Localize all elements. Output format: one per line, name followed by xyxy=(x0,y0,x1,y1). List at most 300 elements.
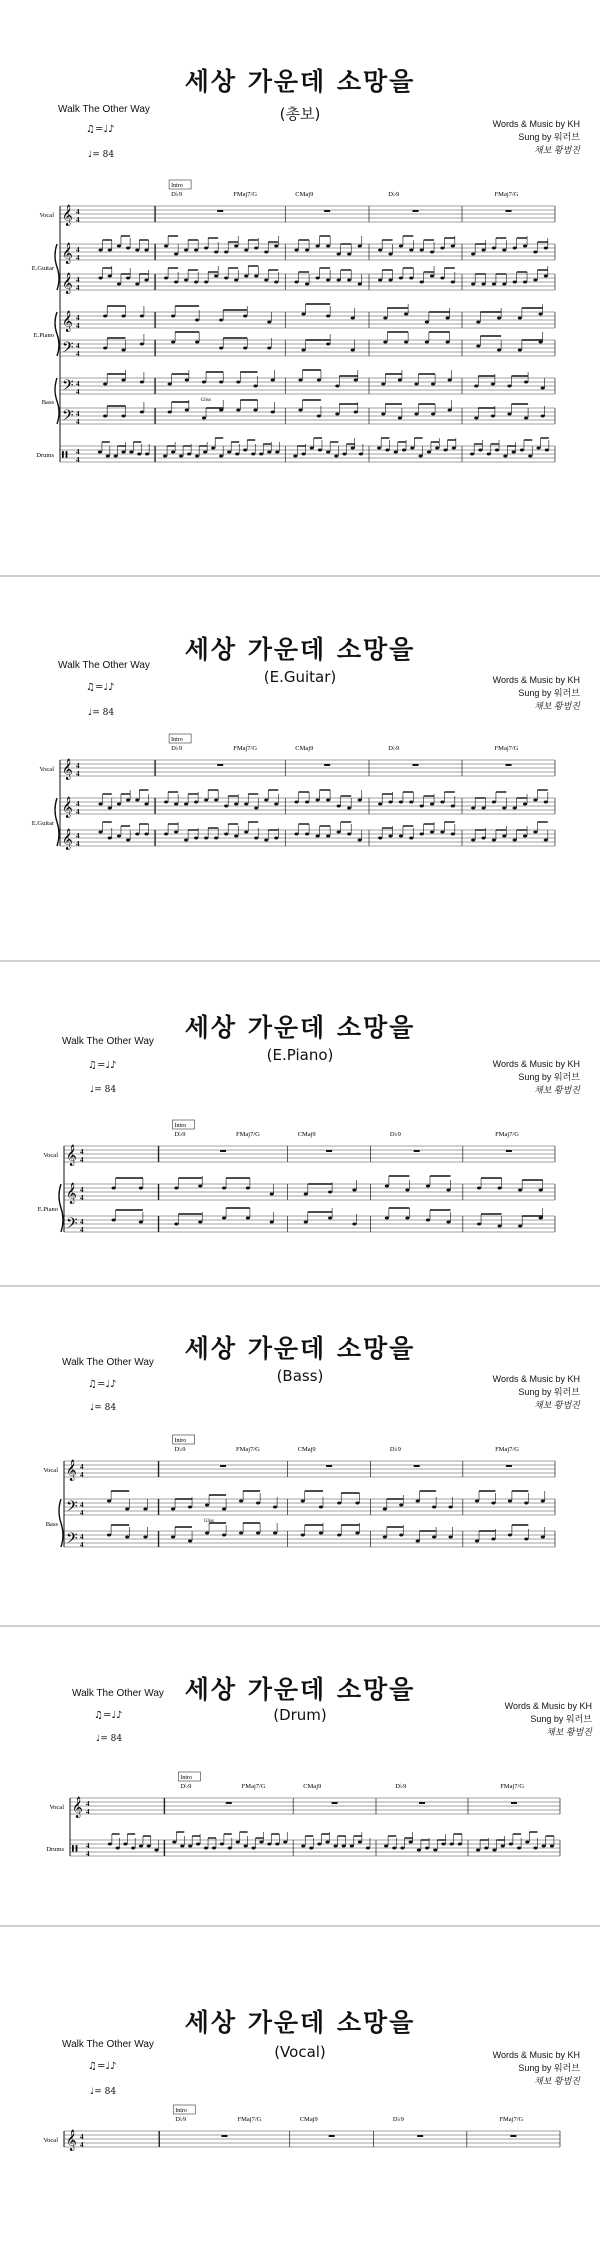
note-head xyxy=(498,1187,502,1190)
chord-symbol: D♭9 xyxy=(388,745,400,752)
note-head xyxy=(243,449,247,452)
score-page-vocal xyxy=(0,1935,600,2259)
note-head xyxy=(417,1849,421,1852)
words-music-credit: Words & Music by KH xyxy=(492,119,580,129)
note-head xyxy=(117,835,121,838)
note-head xyxy=(477,1223,481,1226)
page-subtitle: (Vocal) xyxy=(274,2043,326,2061)
time-signature: 4 xyxy=(76,380,80,388)
time-signature: 4 xyxy=(80,1194,84,1202)
note-head xyxy=(168,383,172,386)
note-head xyxy=(326,279,330,282)
note-head xyxy=(304,1221,308,1224)
note-head xyxy=(224,277,228,280)
rehearsal-mark: Intro xyxy=(171,183,183,189)
note-head xyxy=(523,281,527,284)
note-head xyxy=(352,1189,356,1192)
note-head xyxy=(385,1217,389,1220)
note-head xyxy=(298,379,302,382)
note-head xyxy=(448,1536,452,1539)
note-head xyxy=(171,341,175,344)
note-head xyxy=(121,415,125,418)
note-head xyxy=(378,249,382,252)
note-head xyxy=(274,803,278,806)
staff-brace xyxy=(55,378,59,424)
time-signature: 4 xyxy=(80,1148,84,1156)
note-head xyxy=(222,1187,226,1190)
note-head xyxy=(471,283,475,286)
note-head xyxy=(121,315,125,318)
clef-symbol: 𝄞 xyxy=(62,273,73,293)
note-head xyxy=(446,1189,450,1192)
note-head xyxy=(476,345,480,348)
note-head xyxy=(518,349,522,352)
note-head xyxy=(427,451,431,454)
clef-symbol: 𝄢 xyxy=(62,407,74,427)
page-separator xyxy=(0,960,600,962)
note-head xyxy=(184,249,188,252)
note-head xyxy=(400,1847,404,1850)
note-head xyxy=(431,413,435,416)
clef-symbol: 𝄞 xyxy=(66,2130,77,2150)
note-head xyxy=(236,409,240,412)
note-head xyxy=(294,249,298,252)
note-head xyxy=(409,249,413,252)
song-name: Walk The Other Way xyxy=(58,660,150,671)
page-separator xyxy=(0,1925,600,1927)
note-head xyxy=(222,1534,226,1537)
time-signature: 4 xyxy=(86,1850,90,1858)
note-head xyxy=(544,275,548,278)
note-head xyxy=(264,799,268,802)
time-signature: 4 xyxy=(76,800,80,808)
note-head xyxy=(440,277,444,280)
note-head xyxy=(342,1845,346,1848)
note-head xyxy=(446,341,450,344)
note-head xyxy=(174,831,178,834)
note-head xyxy=(267,347,271,350)
note-head xyxy=(251,453,255,456)
chord-symbol: CMaj9 xyxy=(303,1783,322,1790)
sung-by-credit: Sung by 워러브 xyxy=(518,1072,580,1082)
note-head xyxy=(235,453,239,456)
score-system xyxy=(0,1640,600,1900)
chord-symbol: FMaj7/G xyxy=(500,1783,525,1790)
note-head xyxy=(545,449,549,452)
note-head xyxy=(274,245,278,248)
page-subtitle: (Drum) xyxy=(273,1706,327,1724)
page-title: 세상 가운데 소망을 xyxy=(184,1675,416,1704)
note-head xyxy=(328,1217,332,1220)
note-head xyxy=(355,1532,359,1535)
note-head xyxy=(310,447,314,450)
note-head xyxy=(121,349,125,352)
note-head xyxy=(316,277,320,280)
note-head xyxy=(533,1847,537,1850)
song-name: Walk The Other Way xyxy=(72,1688,164,1699)
time-signature: 4 xyxy=(80,1501,84,1509)
words-music-credit: Words & Music by KH xyxy=(492,1374,580,1384)
note-head xyxy=(220,1843,224,1846)
note-head xyxy=(533,279,537,282)
note-head xyxy=(474,385,478,388)
chord-symbol: CMaj9 xyxy=(295,191,314,198)
note-head xyxy=(358,839,362,842)
note-head xyxy=(451,245,455,248)
whole-rest xyxy=(511,1802,517,1804)
clef-symbol: 𝄞 xyxy=(66,1460,77,1480)
note-head xyxy=(425,341,429,344)
time-signature: 4 xyxy=(76,762,80,770)
note-head xyxy=(196,1843,200,1846)
note-head xyxy=(143,1508,147,1511)
chord-symbol: FMaj7/G xyxy=(235,1446,260,1453)
note-head xyxy=(487,453,491,456)
whole-rest xyxy=(326,1465,332,1467)
note-head xyxy=(204,837,208,840)
time-signature: 4 xyxy=(80,1509,84,1517)
note-head xyxy=(227,451,231,454)
note-head xyxy=(394,451,398,454)
note-head xyxy=(471,253,475,256)
note-head xyxy=(205,1504,209,1507)
note-head xyxy=(399,801,403,804)
time-signature: 4 xyxy=(86,1808,90,1816)
page-separator xyxy=(0,1625,600,1627)
note-head xyxy=(222,1508,226,1511)
clef-symbol: 𝄢 xyxy=(62,377,74,397)
words-music-credit: Words & Music by KH xyxy=(492,1059,580,1069)
note-head xyxy=(305,283,309,286)
score-page-full xyxy=(0,0,600,560)
note-head xyxy=(523,803,527,806)
note-head xyxy=(204,281,208,284)
note-head xyxy=(188,1540,192,1543)
note-head xyxy=(135,833,139,836)
note-head xyxy=(239,1500,243,1503)
note-head xyxy=(432,1506,436,1509)
instrument-label: E.Guitar xyxy=(31,265,54,272)
time-signature: 4 xyxy=(76,410,80,418)
note-head xyxy=(129,451,133,454)
staff-brace xyxy=(59,1499,63,1547)
note-head xyxy=(204,1847,208,1850)
score-page-bass xyxy=(0,1295,600,1615)
note-head xyxy=(410,447,414,450)
note-head xyxy=(126,799,130,802)
note-head xyxy=(205,1532,209,1535)
note-head xyxy=(294,833,298,836)
note-head xyxy=(298,409,302,412)
note-head xyxy=(126,247,130,250)
note-head xyxy=(117,803,121,806)
note-head xyxy=(405,1217,409,1220)
note-head xyxy=(518,1225,522,1228)
whole-rest xyxy=(506,210,512,212)
note-head xyxy=(195,319,199,322)
note-head xyxy=(383,341,387,344)
note-head xyxy=(528,455,532,458)
note-head xyxy=(168,411,172,414)
note-head xyxy=(219,319,223,322)
note-head xyxy=(211,447,215,450)
note-head xyxy=(214,799,218,802)
time-signature: 4 xyxy=(76,208,80,216)
note-head xyxy=(174,281,178,284)
swing-marking: ♫=♩♪ xyxy=(88,1060,117,1071)
note-head xyxy=(426,1185,430,1188)
time-signature: 4 xyxy=(80,1463,84,1471)
whole-rest xyxy=(414,1465,420,1467)
note-head xyxy=(283,1841,287,1844)
staff-brace xyxy=(55,312,59,356)
note-head xyxy=(126,277,130,280)
time-signature: 4 xyxy=(80,1541,84,1549)
note-head xyxy=(259,453,263,456)
note-head xyxy=(354,379,358,382)
note-head xyxy=(502,835,506,838)
note-head xyxy=(385,449,389,452)
note-head xyxy=(107,1534,111,1537)
time-signature: 4 xyxy=(80,1218,84,1226)
time-signature: 4 xyxy=(76,276,80,284)
whole-rest xyxy=(506,764,512,766)
note-head xyxy=(108,1843,112,1846)
time-signature: 4 xyxy=(76,342,80,350)
note-head xyxy=(416,1500,420,1503)
note-head xyxy=(440,801,444,804)
score-system xyxy=(0,1295,600,1615)
note-head xyxy=(440,831,444,834)
note-head xyxy=(507,413,511,416)
note-head xyxy=(164,245,168,248)
instrument-label: E.Guitar xyxy=(31,820,54,827)
note-head xyxy=(147,1845,151,1848)
note-head xyxy=(212,1847,216,1850)
note-head xyxy=(498,1225,502,1228)
note-head xyxy=(236,381,240,384)
page-title: 세상 가운데 소망을 xyxy=(184,2008,416,2037)
note-head xyxy=(539,341,543,344)
whole-rest xyxy=(220,1465,226,1467)
note-head xyxy=(140,315,144,318)
note-head xyxy=(409,277,413,280)
note-head xyxy=(491,1538,495,1541)
instrument-label: Vocal xyxy=(43,1467,58,1474)
note-head xyxy=(224,805,228,808)
note-head xyxy=(533,831,537,834)
note-head xyxy=(304,1193,308,1196)
note-head xyxy=(326,343,330,346)
note-head xyxy=(335,385,339,388)
note-head xyxy=(550,1845,554,1848)
note-head xyxy=(355,1502,359,1505)
song-name: Walk The Other Way xyxy=(58,104,150,115)
note-head xyxy=(497,349,501,352)
note-head xyxy=(174,253,178,256)
note-head xyxy=(188,1506,192,1509)
time-signature: 4 xyxy=(86,1800,90,1808)
note-head xyxy=(214,837,218,840)
note-head xyxy=(337,831,341,834)
gliss-label: Gliss xyxy=(200,398,211,403)
note-head xyxy=(202,417,206,420)
note-head xyxy=(125,1508,129,1511)
note-head xyxy=(274,837,278,840)
note-head xyxy=(214,275,218,278)
note-head xyxy=(139,1187,143,1190)
note-head xyxy=(254,275,258,278)
note-head xyxy=(383,317,387,320)
whole-rest xyxy=(506,1465,512,1467)
note-head xyxy=(492,839,496,842)
rehearsal-mark: Intro xyxy=(180,1775,193,1781)
note-head xyxy=(524,1502,528,1505)
staff-brace xyxy=(55,244,59,290)
note-head xyxy=(484,1847,488,1850)
note-head xyxy=(264,251,268,254)
note-head xyxy=(523,245,527,248)
chord-symbol: FMaj7/G xyxy=(237,2116,262,2123)
note-head xyxy=(354,411,358,414)
note-head xyxy=(267,451,271,454)
note-head xyxy=(236,1841,240,1844)
tempo-marking: ♩= 84 xyxy=(88,708,115,718)
whole-rest xyxy=(413,210,419,212)
note-head xyxy=(171,315,175,318)
note-head xyxy=(525,1841,529,1844)
note-head xyxy=(98,249,102,252)
clef-symbol: 𝄢 xyxy=(66,1530,78,1550)
sung-by-credit: Sung by 워러브 xyxy=(518,1387,580,1397)
note-head xyxy=(518,317,522,320)
note-head xyxy=(507,385,511,388)
song-name: Walk The Other Way xyxy=(62,1357,154,1368)
note-head xyxy=(491,415,495,418)
note-head xyxy=(228,1847,232,1850)
note-head xyxy=(194,837,198,840)
note-head xyxy=(171,451,175,454)
note-head xyxy=(270,1221,274,1224)
note-head xyxy=(471,839,475,842)
note-head xyxy=(430,251,434,254)
note-head xyxy=(385,1185,389,1188)
swing-marking: ♫=♩♪ xyxy=(86,682,115,693)
time-signature: 4 xyxy=(76,246,80,254)
note-head xyxy=(399,835,403,838)
note-head xyxy=(399,245,403,248)
arranger-credit: 채보 황범진 xyxy=(534,145,580,155)
note-head xyxy=(533,251,537,254)
note-head xyxy=(234,279,238,282)
note-head xyxy=(435,447,439,450)
note-head xyxy=(98,277,102,280)
chord-symbol: D♭9 xyxy=(389,1131,401,1138)
note-head xyxy=(294,281,298,284)
note-head xyxy=(508,1534,512,1537)
sung-by-credit: Sung by 워러브 xyxy=(518,132,580,142)
note-head xyxy=(520,449,524,452)
note-head xyxy=(381,383,385,386)
note-head xyxy=(246,1217,250,1220)
note-head xyxy=(458,1843,462,1846)
note-head xyxy=(497,317,501,320)
note-head xyxy=(293,455,297,458)
clef-symbol: 𝄞 xyxy=(62,759,73,779)
whole-rest xyxy=(217,210,223,212)
note-head xyxy=(533,799,537,802)
note-head xyxy=(470,453,474,456)
note-head xyxy=(107,1500,111,1503)
note-head xyxy=(126,839,130,842)
tempo-marking: ♩= 84 xyxy=(90,1085,117,1095)
note-head xyxy=(399,277,403,280)
note-head xyxy=(264,279,268,282)
note-head xyxy=(184,803,188,806)
note-head xyxy=(256,1532,260,1535)
page-subtitle: (E.Piano) xyxy=(266,1046,334,1064)
note-head xyxy=(108,275,112,278)
note-head xyxy=(256,1502,260,1505)
note-head xyxy=(117,283,121,286)
sung-by-credit: Sung by 워러브 xyxy=(518,2063,580,2073)
note-head xyxy=(137,453,141,456)
note-head xyxy=(337,279,341,282)
tempo-marking: ♩= 84 xyxy=(88,150,115,160)
note-head xyxy=(114,455,118,458)
note-head xyxy=(542,1845,546,1848)
note-head xyxy=(347,833,351,836)
note-head xyxy=(187,453,191,456)
chord-symbol: D♭9 xyxy=(389,1446,401,1453)
note-head xyxy=(198,1221,202,1224)
whole-rest xyxy=(226,1802,232,1804)
note-head xyxy=(541,415,545,418)
note-head xyxy=(174,1187,178,1190)
note-head xyxy=(541,1500,545,1503)
clef-symbol: 𝄞 xyxy=(62,829,73,849)
note-head xyxy=(326,835,330,838)
time-signature: 4 xyxy=(76,448,80,456)
note-head xyxy=(254,837,258,840)
chord-symbol: D♭9 xyxy=(175,2116,187,2123)
note-head xyxy=(359,453,363,456)
note-head xyxy=(154,1849,158,1852)
note-head xyxy=(358,1841,362,1844)
note-head xyxy=(383,1508,387,1511)
note-head xyxy=(224,251,228,254)
note-head xyxy=(326,315,330,318)
note-head xyxy=(219,409,223,412)
time-signature: 4 xyxy=(76,808,80,816)
time-signature: 4 xyxy=(76,770,80,778)
arranger-credit: 채보 황범진 xyxy=(534,1400,580,1410)
note-head xyxy=(388,279,392,282)
note-head xyxy=(179,455,183,458)
note-head xyxy=(234,835,238,838)
time-signature: 4 xyxy=(76,840,80,848)
whole-rest xyxy=(329,2135,335,2137)
note-head xyxy=(443,449,447,452)
note-head xyxy=(420,249,424,252)
note-head xyxy=(203,451,207,454)
note-head xyxy=(319,1506,323,1509)
sung-by-credit: Sung by 워러브 xyxy=(518,688,580,698)
note-head xyxy=(163,455,167,458)
arranger-credit: 채보 황범진 xyxy=(534,1085,580,1095)
note-head xyxy=(347,253,351,256)
note-head xyxy=(446,317,450,320)
